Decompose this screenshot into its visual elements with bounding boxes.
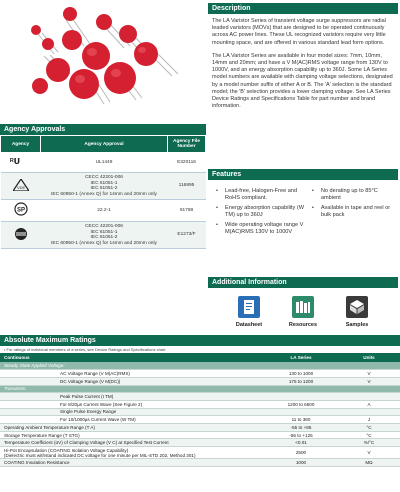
agency-col-agency: Agency bbox=[1, 136, 41, 153]
ratings-value-cell: 11 to 360 bbox=[264, 416, 338, 424]
svg-text:VDE: VDE bbox=[16, 184, 25, 190]
ratings-unit-cell: J bbox=[338, 416, 400, 424]
feature-item: • Energy absorption capability (W TM) up to 360J bbox=[216, 205, 312, 219]
ratings-value-cell: 175 to 1200 bbox=[264, 377, 338, 385]
agency-row bbox=[1, 221, 206, 248]
ratings-group-row bbox=[0, 385, 400, 393]
ratings-unit-cell: MΩ bbox=[338, 459, 400, 467]
ratings-parameter-cell: Single Pulse Energy Range bbox=[0, 408, 264, 416]
ratings-value-cell bbox=[264, 393, 338, 401]
ratings-value-cell bbox=[264, 362, 338, 370]
agency-row bbox=[1, 173, 206, 200]
feature-item: • Available in tape and reel or bulk pack bbox=[312, 205, 394, 219]
ratings-row bbox=[0, 408, 400, 416]
agency-col-approval: Agency Approval bbox=[41, 136, 168, 153]
ratings-value-cell: -55 to +85 bbox=[264, 424, 338, 432]
feature-item: • No derating up to 85°C ambient bbox=[312, 188, 394, 202]
ratings-parameter-cell: COATING Insulation Resistance bbox=[0, 459, 264, 467]
ratings-value-cell bbox=[264, 385, 338, 393]
ratings-parameter-cell: Operating Ambient Temperature Range (T A) bbox=[0, 424, 264, 432]
agency-approval-cell: CECC 42201-006 IEC 61051-1 IEC 61051-2 IEC 60950-1 (Annex Q) for 14mm and 20mm only bbox=[41, 221, 168, 248]
ratings-value-cell: 1200 to 6500 bbox=[264, 400, 338, 408]
ratings-col-continuous: Continuous bbox=[0, 353, 264, 362]
ratings-row bbox=[0, 370, 400, 378]
feature-item: • Lead-free, Halogen-Free and RoHS compliant. bbox=[216, 188, 312, 202]
agency-row bbox=[1, 200, 206, 222]
ratings-unit-cell: °C bbox=[338, 431, 400, 439]
ratings-unit-cell: %/°C bbox=[338, 439, 400, 447]
svg-text:SP: SP bbox=[16, 207, 25, 214]
ratings-note: • For ratings of individual members of a series, see Device Ratings and Specifications chart bbox=[4, 347, 166, 352]
agency-approval-cell: CECC 42201-006 IEC 61051-1 IEC 61051-2 IEC 60950-1 (Annex Q) for 14mm and 20mm only bbox=[41, 173, 168, 200]
ratings-parameter-cell: For 8/20µs Current Wave (See Figure 2) bbox=[0, 400, 264, 408]
features-heading: Features bbox=[208, 169, 398, 180]
ratings-parameter-cell: Storage Temperature Range (T STG) bbox=[0, 431, 264, 439]
features-list-left bbox=[216, 188, 312, 239]
absolute-max-ratings-section bbox=[0, 335, 400, 467]
datasheet-link[interactable] bbox=[229, 296, 269, 328]
ratings-parameter-cell: Steady State Applied Voltage: bbox=[0, 362, 264, 370]
ratings-value-cell: 1000 bbox=[264, 459, 338, 467]
ul-recognized-logo bbox=[1, 153, 41, 173]
varistor-illustration bbox=[0, 0, 206, 114]
ratings-row bbox=[0, 459, 400, 467]
ratings-row bbox=[0, 424, 400, 432]
datasheet-label: Datasheet bbox=[235, 322, 263, 328]
samples-label: Samples bbox=[345, 322, 369, 328]
ratings-row bbox=[0, 416, 400, 424]
datasheet-icon bbox=[238, 296, 260, 318]
ratings-unit-cell: V bbox=[338, 370, 400, 378]
samples-link[interactable] bbox=[337, 296, 377, 328]
resources-label: Resources bbox=[288, 322, 318, 328]
agency-approvals-section bbox=[0, 124, 206, 249]
ratings-col-units: Units bbox=[338, 353, 400, 362]
ratings-parameter-cell: For 10/1000µs Current Wave (W TM) bbox=[0, 416, 264, 424]
ratings-value-cell bbox=[264, 408, 338, 416]
ratings-group-row bbox=[0, 362, 400, 370]
ratings-value-cell: -55 to +125 bbox=[264, 431, 338, 439]
description-section bbox=[208, 3, 398, 116]
agency-file-cell: 116895 bbox=[168, 173, 206, 200]
description-paragraph-1: The LA Varistor Series of transient voltage surge suppressors are radial leaded varistors (MOVs) that are designed to be operated continuously across AC power lines. These UL recognized varistors require very little mounting space, and are offered in various standard lead form options. bbox=[212, 18, 386, 46]
agency-file-cell: E320116 bbox=[168, 153, 206, 173]
vde-logo bbox=[1, 173, 41, 200]
ratings-unit-cell: A bbox=[338, 400, 400, 408]
ratings-parameter-cell: Peak Pulse Current (I TM) bbox=[0, 393, 264, 401]
ratings-value-cell: 2500 bbox=[264, 447, 338, 459]
cqc-logo bbox=[1, 221, 41, 248]
ratings-unit-cell bbox=[338, 393, 400, 401]
ratings-row bbox=[0, 400, 400, 408]
ratings-row bbox=[0, 393, 400, 401]
additional-info-section bbox=[208, 277, 398, 328]
csa-logo bbox=[1, 200, 41, 222]
description-paragraph-2: The LA Varistor Series are available in four model sizes: 7mm, 10mm, 14mm and 20mm; and have a V M(AC)RMS voltage range from 130V to 1000V, and an energy absorption capability up to 360J. Some LA Series model numbers are available with clamping voltage selections, designated by a model number suffix of either A or B. The 'A' selection is the standard model; the 'B' selection provides a lower clamping voltage. See LA Series Device Ratings and Specifications Table for part number and brand information. bbox=[212, 52, 393, 110]
ratings-table bbox=[0, 353, 400, 467]
ratings-unit-cell: V bbox=[338, 447, 400, 459]
ratings-unit-cell bbox=[338, 385, 400, 393]
agency-file-cell: 91788 bbox=[168, 200, 206, 222]
ratings-value-cell: <0.01 bbox=[264, 439, 338, 447]
ratings-row bbox=[0, 431, 400, 439]
ratings-unit-cell: °C bbox=[338, 424, 400, 432]
agency-approval-cell: 22.2-1 bbox=[41, 200, 168, 222]
ratings-parameter-cell: DC Voltage Range (V M(DC)) bbox=[0, 377, 264, 385]
svg-text:ᴿ𝗨: ᴿ𝗨 bbox=[9, 157, 20, 167]
ratings-value-cell: 130 to 1000 bbox=[264, 370, 338, 378]
product-photo bbox=[0, 0, 206, 114]
ratings-unit-cell bbox=[338, 408, 400, 416]
agency-table bbox=[0, 135, 206, 249]
agency-heading: Agency Approvals bbox=[0, 124, 206, 135]
ratings-parameter-cell: AC Voltage Range (V M(AC)RMS) bbox=[0, 370, 264, 378]
additional-info-heading: Additional Information bbox=[208, 277, 398, 288]
features-list-right bbox=[312, 188, 394, 239]
ratings-row bbox=[0, 377, 400, 385]
resources-link[interactable] bbox=[283, 296, 323, 328]
ratings-heading: Absolute Maximum Ratings bbox=[0, 335, 400, 346]
ratings-parameter-cell: Hi-Pot Encapsulation (COATING Isolation Voltage Capability) (Dielectric must withstand indicated DC voltage for one minute per MIL-STD 202, Method 301) bbox=[0, 447, 264, 459]
agency-approval-cell: UL1449 bbox=[41, 153, 168, 173]
ratings-unit-cell bbox=[338, 362, 400, 370]
ratings-parameter-cell: Temperature Coefficient (αV) of Clamping Voltage (V C) at Specified Test Current bbox=[0, 439, 264, 447]
agency-row bbox=[1, 153, 206, 173]
agency-file-cell: E1273/F bbox=[168, 221, 206, 248]
resources-icon bbox=[292, 296, 314, 318]
feature-item: • Wide operating voltage range V M(AC)RMS 130V to 1000V bbox=[216, 222, 312, 236]
agency-col-file: Agency File Number bbox=[168, 136, 206, 153]
samples-icon bbox=[346, 296, 368, 318]
ratings-parameter-cell: Transients: bbox=[0, 385, 264, 393]
ratings-row bbox=[0, 439, 400, 447]
ratings-unit-cell: V bbox=[338, 377, 400, 385]
description-heading: Description bbox=[208, 3, 398, 14]
ratings-row bbox=[0, 447, 400, 459]
features-section bbox=[208, 169, 398, 239]
ratings-col-series: LA Series bbox=[264, 353, 338, 362]
